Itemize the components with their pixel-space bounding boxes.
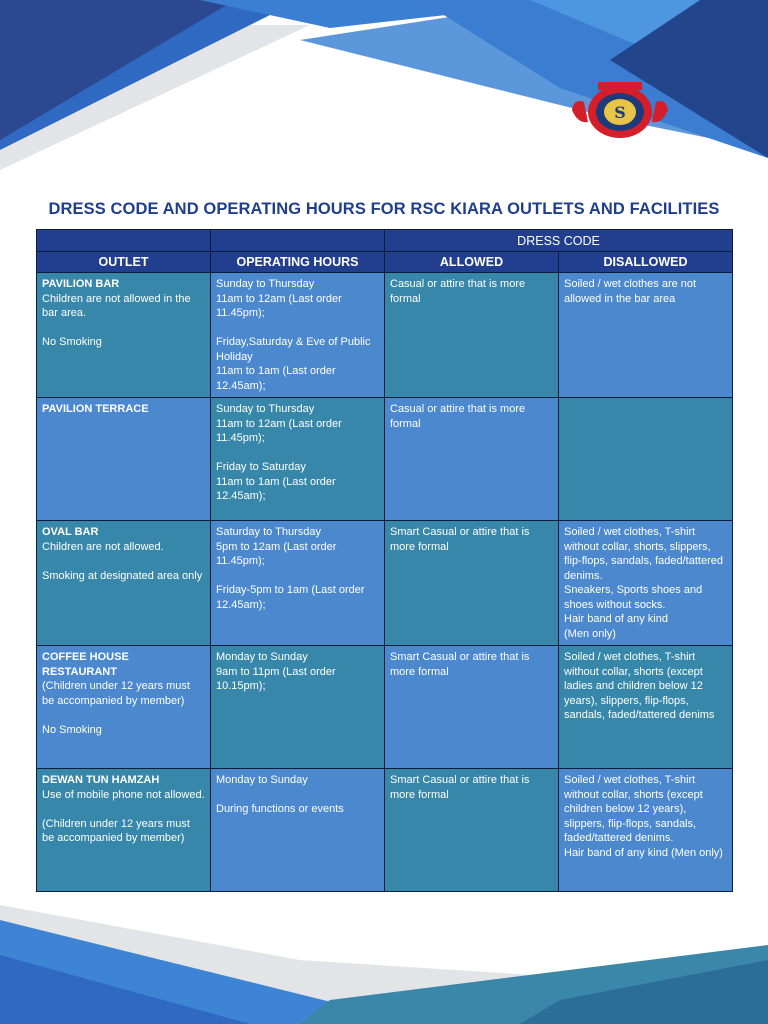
outlet-line: Children are not allowed. [42,540,164,553]
disallowed-line: Hair band of any kind (Men only) [564,846,723,859]
disallowed-line: Soiled / wet clothes are not allowed in the bar area [564,278,697,305]
outlet-name: COFFEE HOUSE RESTAURANT [42,651,129,678]
header-group-row [37,230,733,252]
outlet-line: No Smoking [42,336,102,348]
outlet-line: No Smoking [42,723,102,736]
table-row [37,273,733,398]
outlet-line [42,554,205,569]
allowed-line: Casual or attire that is more formal [390,278,526,305]
outlet-line: Use of mobile phone not allowed. [42,788,205,801]
outlet-line: Children are not allowed in the bar area. [42,292,191,319]
hours-line [216,569,379,584]
table-row [37,646,733,769]
header-column-row [37,252,733,273]
header-blank-outlet [37,230,211,252]
disallowed-line: Hair band of any kind [564,613,668,625]
table-row [37,769,733,892]
table-row [37,521,733,646]
table-body [37,273,733,892]
disallowed-cell [559,646,733,769]
disallowed-line: (Men only) [564,627,616,640]
outlet-line [42,708,205,723]
hours-line: Saturday to Thursday [216,526,321,538]
allowed-line: Casual or attire that is more formal [390,403,526,430]
allowed-cell [385,398,559,521]
outlet-cell [37,398,211,521]
hours-line: 11am to 1am (Last order 12.45am); [216,365,336,392]
outlet-cell [37,646,211,769]
hours-line: 5pm to 12am (Last order 11.45pm); [216,540,337,567]
disallowed-cell [559,521,733,646]
outlet-hours-table [36,229,733,892]
hours-line: Monday to Sunday [216,774,308,786]
hours-line [216,321,379,336]
allowed-line: Smart Casual or attire that is more formal [390,774,530,801]
hours-cell [211,769,385,892]
hours-line: Sunday to Thursday [216,403,315,415]
svg-text:S: S [614,103,626,122]
allowed-cell [385,769,559,892]
hours-cell [211,273,385,398]
outlet-name: OVAL BAR [42,526,99,538]
hours-cell [211,646,385,769]
disallowed-cell [559,769,733,892]
disallowed-line: Soiled / wet clothes, T-shirt without collar, shorts (except ladies and children below 12 years), slippers, flip-flops, sandals, faded/tattered denims [564,651,715,721]
outlet-name: PAVILION TERRACE [42,403,149,415]
outlet-line: Smoking at designated area only [42,569,203,582]
hours-line: Monday to Sunday [216,651,308,663]
disallowed-line: Sneakers, Sports shoes and shoes without socks. [564,584,703,611]
hours-line: 11am to 1am (Last order 12.45am); [216,475,336,502]
club-crest-logo [568,80,672,142]
hours-line: During functions or events [216,803,344,815]
allowed-cell [385,273,559,398]
hours-cell [211,521,385,646]
outlet-cell [37,769,211,892]
outlet-line [42,321,205,336]
header-blank-hours [211,230,385,252]
hours-line: 11am to 12am (Last order 11.45pm); [216,417,342,444]
hours-cell [211,398,385,521]
hours-line: 11am to 12am (Last order 11.45pm); [216,292,342,319]
disallowed-line: Soiled / wet clothes, T-shirt without collar, shorts (except children below 12 years), slippers, flip-flops, sandals, faded/tattered denims. [564,774,703,844]
allowed-cell [385,521,559,646]
hours-line [216,788,379,803]
table-row [37,398,733,521]
header-outlet: OUTLET [37,252,211,273]
hours-line: Friday to Saturday [216,461,306,473]
header-disallowed: DISALLOWED [559,252,733,273]
hours-line: Friday,Saturday & Eve of Public Holiday [216,336,371,363]
disallowed-cell [559,398,733,521]
disallowed-cell [559,273,733,398]
hours-line: Friday-5pm to 1am (Last order 12.45am); [216,584,365,611]
outlet-line [42,802,205,817]
document-title: DRESS CODE AND OPERATING HOURS FOR RSC KIARA OUTLETS AND FACILITIES [48,200,720,218]
outlet-cell [37,521,211,646]
header-operating-hours: OPERATING HOURS [211,252,385,273]
outlet-cell [37,273,211,398]
header-dress-code: DRESS CODE [385,230,733,252]
allowed-line: Smart Casual or attire that is more formal [390,651,530,678]
disallowed-line: Soiled / wet clothes, T-shirt without collar, shorts, slippers, flip-flops, sandals, faded/tattered denims. [564,526,723,582]
hours-line: 9am to 11pm (Last order 10.15pm); [216,665,336,692]
outlet-name: PAVILION BAR [42,278,120,290]
outlet-line: (Children under 12 years must be accompanied by member) [42,817,190,844]
outlet-name: DEWAN TUN HAMZAH [42,774,160,786]
allowed-cell [385,646,559,769]
allowed-line: Smart Casual or attire that is more formal [390,526,530,553]
hours-line: Sunday to Thursday [216,278,315,290]
hours-line [216,446,379,461]
outlet-line: (Children under 12 years must be accompanied by member) [42,680,190,707]
header-allowed: ALLOWED [385,252,559,273]
